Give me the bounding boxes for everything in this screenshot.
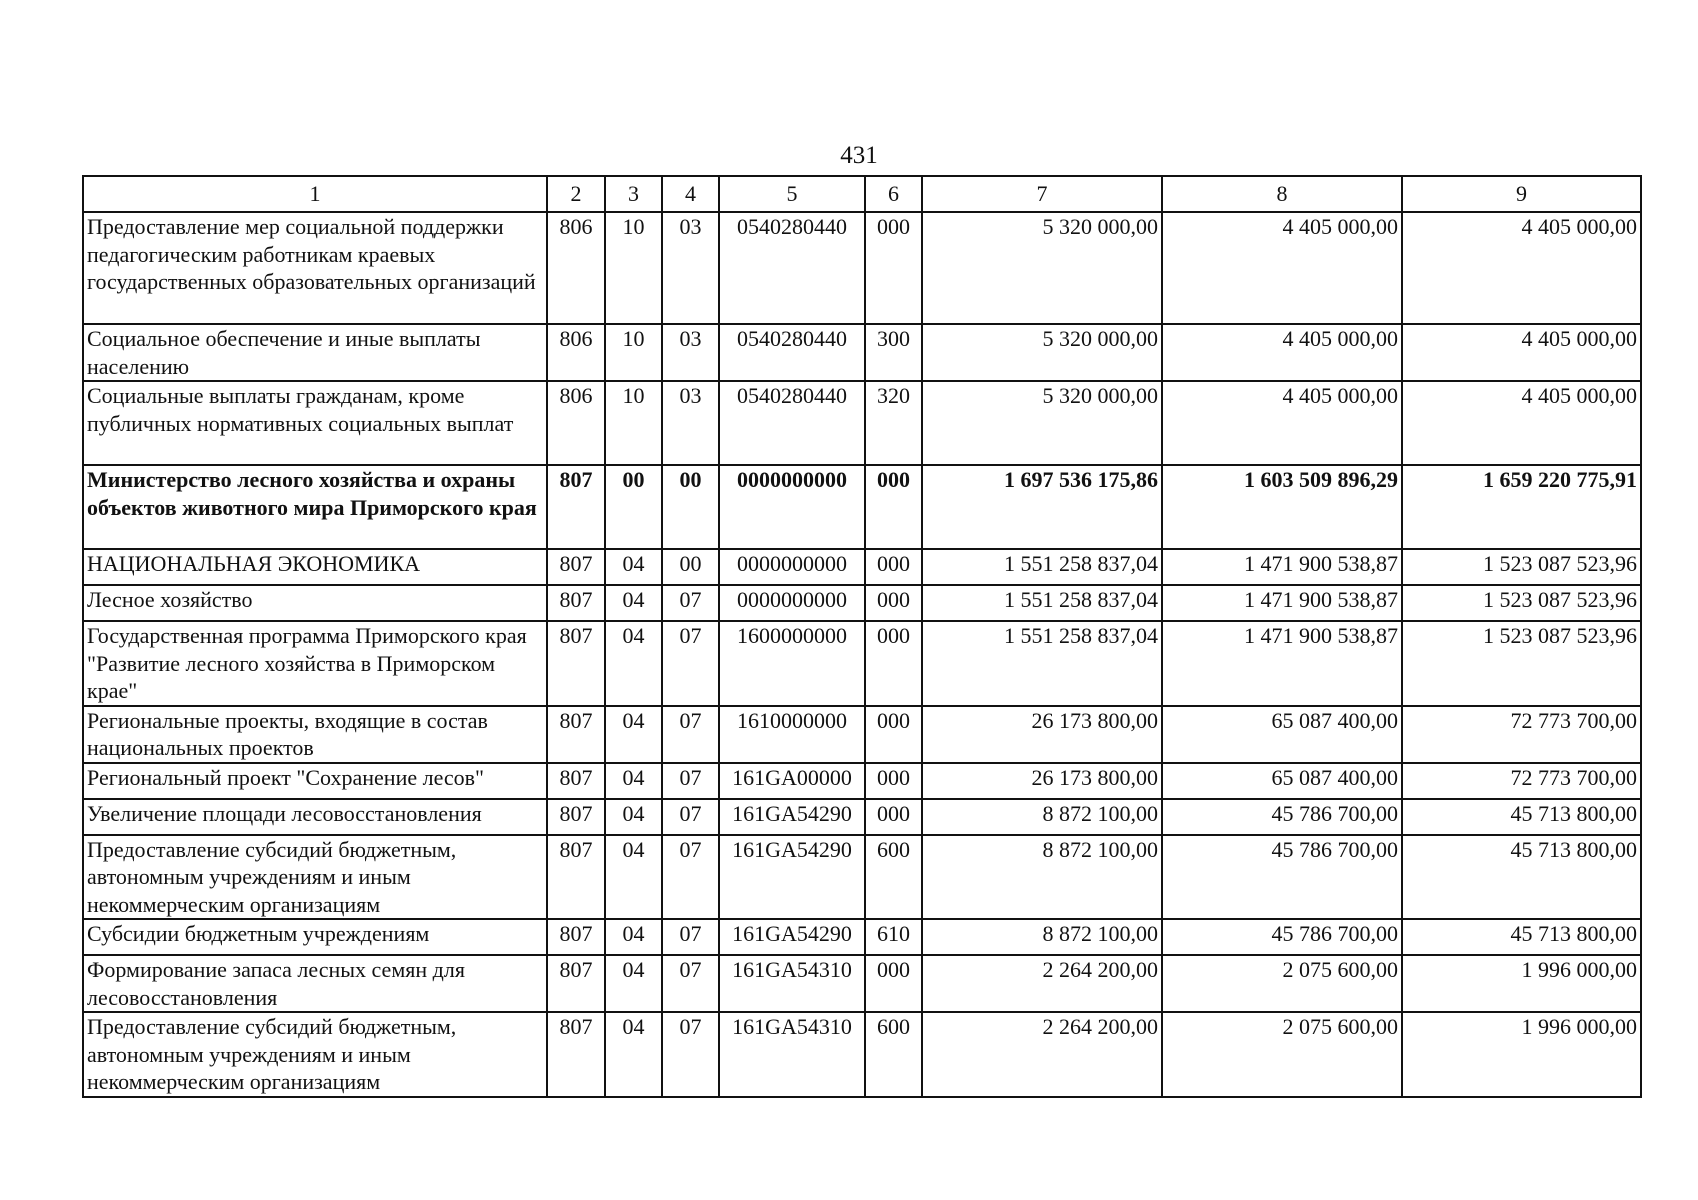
target-article-code: 161GA00000 [719, 763, 865, 799]
row-name: Предоставление субсидий бюджетным, автономным учреждениям и иным некоммерческим организациям [83, 835, 547, 920]
row-name: Региональный проект "Сохранение лесов" [83, 763, 547, 799]
target-article-code: 1610000000 [719, 706, 865, 763]
target-article-code: 0540280440 [719, 324, 865, 381]
expense-type-code: 600 [865, 835, 922, 920]
amount-col8: 2 075 600,00 [1162, 1012, 1402, 1097]
expense-type-code: 000 [865, 585, 922, 621]
ministry-code: 807 [547, 706, 605, 763]
amount-col9: 72 773 700,00 [1402, 706, 1641, 763]
target-article-code: 0000000000 [719, 549, 865, 585]
expense-type-code: 320 [865, 381, 922, 465]
section-code: 04 [605, 763, 662, 799]
target-article-code: 0000000000 [719, 465, 865, 549]
target-article-code: 0540280440 [719, 212, 865, 324]
amount-col7: 1 551 258 837,04 [922, 549, 1162, 585]
amount-col7: 5 320 000,00 [922, 324, 1162, 381]
expense-type-code: 000 [865, 549, 922, 585]
amount-col8: 4 405 000,00 [1162, 212, 1402, 324]
row-name: Предоставление субсидий бюджетным, автономным учреждениям и иным некоммерческим организациям [83, 1012, 547, 1097]
expense-type-code: 000 [865, 706, 922, 763]
amount-col7: 1 697 536 175,86 [922, 465, 1162, 549]
target-article-code: 1600000000 [719, 621, 865, 706]
row-name: Социальное обеспечение и иные выплаты населению [83, 324, 547, 381]
expense-type-code: 000 [865, 465, 922, 549]
page-number: 431 [840, 142, 878, 169]
expense-type-code: 000 [865, 621, 922, 706]
amount-col9: 4 405 000,00 [1402, 381, 1641, 465]
table-row [83, 621, 1641, 706]
subsection-code: 03 [662, 381, 719, 465]
amount-col8: 45 786 700,00 [1162, 919, 1402, 955]
column-header: 1 [83, 176, 547, 212]
subsection-code: 07 [662, 763, 719, 799]
table-row [83, 919, 1641, 955]
target-article-code: 0000000000 [719, 585, 865, 621]
amount-col8: 1 603 509 896,29 [1162, 465, 1402, 549]
subsection-code: 07 [662, 919, 719, 955]
amount-col7: 8 872 100,00 [922, 919, 1162, 955]
section-code: 04 [605, 835, 662, 920]
amount-col9: 1 659 220 775,91 [1402, 465, 1641, 549]
amount-col8: 1 471 900 538,87 [1162, 549, 1402, 585]
table-row [83, 763, 1641, 799]
amount-col9: 1 523 087 523,96 [1402, 585, 1641, 621]
expense-type-code: 000 [865, 955, 922, 1012]
column-header: 3 [605, 176, 662, 212]
section-code: 00 [605, 465, 662, 549]
row-name: Субсидии бюджетным учреждениям [83, 919, 547, 955]
table-row [83, 212, 1641, 324]
subsection-code: 07 [662, 835, 719, 920]
ministry-code: 807 [547, 549, 605, 585]
target-article-code: 161GA54310 [719, 1012, 865, 1097]
amount-col8: 65 087 400,00 [1162, 706, 1402, 763]
table-row [83, 1012, 1641, 1097]
subsection-code: 03 [662, 212, 719, 324]
amount-col7: 5 320 000,00 [922, 212, 1162, 324]
expense-type-code: 610 [865, 919, 922, 955]
amount-col7: 2 264 200,00 [922, 955, 1162, 1012]
ministry-code: 807 [547, 621, 605, 706]
amount-col8: 65 087 400,00 [1162, 763, 1402, 799]
header-row [83, 176, 1641, 212]
table-row [83, 706, 1641, 763]
amount-col9: 4 405 000,00 [1402, 324, 1641, 381]
section-code: 10 [605, 212, 662, 324]
row-name: Увеличение площади лесовосстановления [83, 799, 547, 835]
column-header: 7 [922, 176, 1162, 212]
amount-col9: 1 996 000,00 [1402, 1012, 1641, 1097]
subsection-code: 07 [662, 621, 719, 706]
column-header: 4 [662, 176, 719, 212]
column-header: 5 [719, 176, 865, 212]
amount-col8: 45 786 700,00 [1162, 799, 1402, 835]
amount-col9: 1 523 087 523,96 [1402, 549, 1641, 585]
section-code: 04 [605, 919, 662, 955]
amount-col8: 1 471 900 538,87 [1162, 585, 1402, 621]
row-name: Лесное хозяйство [83, 585, 547, 621]
row-name: Предоставление мер социальной поддержки педагогическим работникам краевых государственных образовательных организаций [83, 212, 547, 324]
amount-col7: 26 173 800,00 [922, 763, 1162, 799]
section-code: 04 [605, 1012, 662, 1097]
target-article-code: 0540280440 [719, 381, 865, 465]
amount-col7: 1 551 258 837,04 [922, 621, 1162, 706]
amount-col9: 1 523 087 523,96 [1402, 621, 1641, 706]
expense-type-code: 600 [865, 1012, 922, 1097]
table-row [83, 799, 1641, 835]
row-name: Социальные выплаты гражданам, кроме публичных нормативных социальных выплат [83, 381, 547, 465]
subsection-code: 03 [662, 324, 719, 381]
subsection-code: 00 [662, 465, 719, 549]
expense-type-code: 000 [865, 212, 922, 324]
section-code: 04 [605, 706, 662, 763]
amount-col9: 72 773 700,00 [1402, 763, 1641, 799]
ministry-code: 807 [547, 919, 605, 955]
subsection-code: 07 [662, 585, 719, 621]
ministry-code: 807 [547, 465, 605, 549]
section-code: 04 [605, 549, 662, 585]
amount-col8: 4 405 000,00 [1162, 324, 1402, 381]
section-code: 04 [605, 799, 662, 835]
row-name: Формирование запаса лесных семян для лесовосстановления [83, 955, 547, 1012]
ministry-code: 807 [547, 763, 605, 799]
section-code: 04 [605, 955, 662, 1012]
ministry-code: 807 [547, 585, 605, 621]
ministry-code: 807 [547, 799, 605, 835]
target-article-code: 161GA54290 [719, 919, 865, 955]
amount-col9: 45 713 800,00 [1402, 835, 1641, 920]
column-header: 8 [1162, 176, 1402, 212]
table-row [83, 835, 1641, 920]
ministry-code: 806 [547, 324, 605, 381]
table-row [83, 465, 1641, 549]
expense-type-code: 000 [865, 763, 922, 799]
ministry-code: 807 [547, 835, 605, 920]
amount-col7: 5 320 000,00 [922, 381, 1162, 465]
amount-col8: 45 786 700,00 [1162, 835, 1402, 920]
amount-col7: 26 173 800,00 [922, 706, 1162, 763]
section-code: 10 [605, 381, 662, 465]
ministry-code: 807 [547, 1012, 605, 1097]
target-article-code: 161GA54310 [719, 955, 865, 1012]
expense-type-code: 000 [865, 799, 922, 835]
table-row [83, 585, 1641, 621]
table-row [83, 549, 1641, 585]
target-article-code: 161GA54290 [719, 835, 865, 920]
column-header: 9 [1402, 176, 1641, 212]
amount-col7: 8 872 100,00 [922, 835, 1162, 920]
column-header: 2 [547, 176, 605, 212]
subsection-code: 07 [662, 799, 719, 835]
table-row [83, 381, 1641, 465]
subsection-code: 07 [662, 706, 719, 763]
row-name: НАЦИОНАЛЬНАЯ ЭКОНОМИКА [83, 549, 547, 585]
row-name: Министерство лесного хозяйства и охраны объектов животного мира Приморского края [83, 465, 547, 549]
section-code: 10 [605, 324, 662, 381]
subsection-code: 07 [662, 955, 719, 1012]
amount-col7: 8 872 100,00 [922, 799, 1162, 835]
amount-col8: 2 075 600,00 [1162, 955, 1402, 1012]
row-name: Государственная программа Приморского края "Развитие лесного хозяйства в Приморском крае" [83, 621, 547, 706]
budget-table [82, 175, 1642, 1098]
amount-col9: 45 713 800,00 [1402, 799, 1641, 835]
ministry-code: 806 [547, 381, 605, 465]
subsection-code: 00 [662, 549, 719, 585]
row-name: Региональные проекты, входящие в состав национальных проектов [83, 706, 547, 763]
table-row [83, 324, 1641, 381]
table-row [83, 955, 1641, 1012]
column-header: 6 [865, 176, 922, 212]
amount-col9: 4 405 000,00 [1402, 212, 1641, 324]
expense-type-code: 300 [865, 324, 922, 381]
amount-col7: 2 264 200,00 [922, 1012, 1162, 1097]
amount-col9: 45 713 800,00 [1402, 919, 1641, 955]
subsection-code: 07 [662, 1012, 719, 1097]
amount-col9: 1 996 000,00 [1402, 955, 1641, 1012]
amount-col7: 1 551 258 837,04 [922, 585, 1162, 621]
ministry-code: 806 [547, 212, 605, 324]
section-code: 04 [605, 621, 662, 706]
amount-col8: 4 405 000,00 [1162, 381, 1402, 465]
target-article-code: 161GA54290 [719, 799, 865, 835]
ministry-code: 807 [547, 955, 605, 1012]
section-code: 04 [605, 585, 662, 621]
amount-col8: 1 471 900 538,87 [1162, 621, 1402, 706]
